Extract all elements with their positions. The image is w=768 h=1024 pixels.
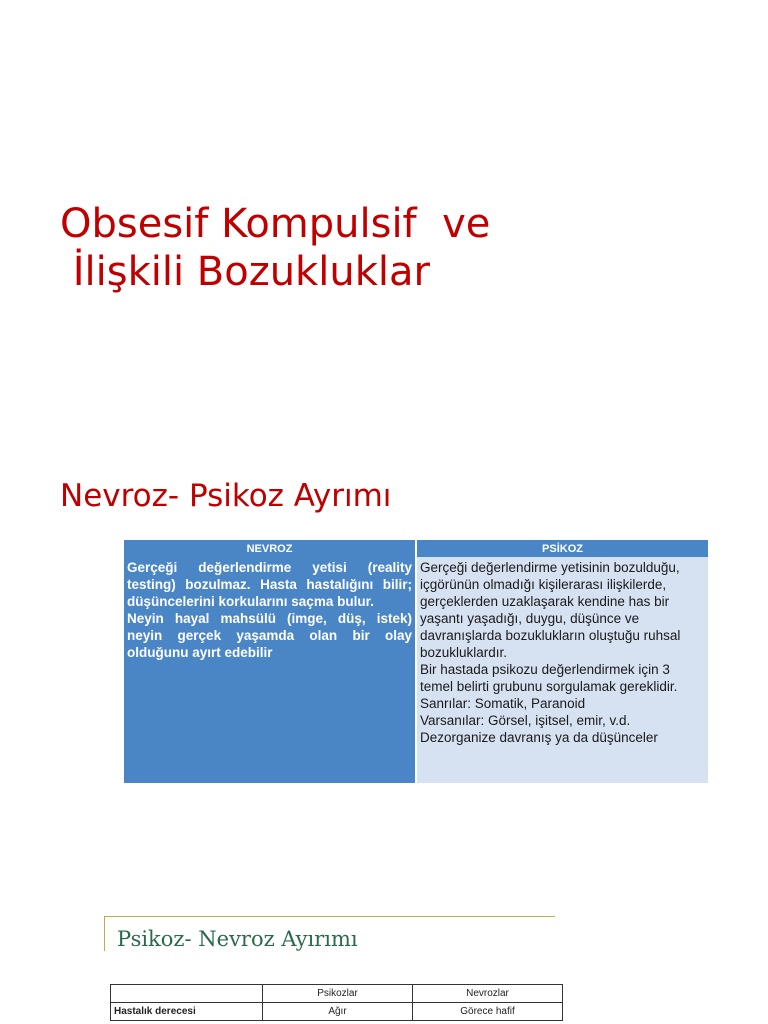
nevroz-cell [124, 557, 416, 783]
nevroz-text: Neyin hayal mahsülü (imge, düş, istek) neyin gerçek yaşamda olan bir olay olduğunu ayırt edebilir [127, 611, 412, 660]
psikoz-text: Sanrılar: Somatik, Paranoid [420, 696, 586, 711]
page-title [60, 200, 700, 296]
psikoz-text: Varsanılar: Görsel, işitsel, emir, v.d. [420, 713, 631, 728]
table-header-cell [111, 985, 263, 1003]
table-cell: Görece hafif [413, 1003, 563, 1021]
table-header-cell: Psikozlar [263, 985, 413, 1003]
title-line-2: İlişkili Bozukluklar [60, 249, 430, 295]
table-cell: Ağır [263, 1003, 413, 1021]
psikoz-text: Bir hastada psikozu değerlendirmek için 3 temel belirti grubunu sorgulamak gereklidir. [420, 662, 678, 694]
psikoz-text: Gerçeği değerlendirme yetisinin bozulduğu, içgörünün olmadığı kişilerarası ilişkilerde, gerçeklerden uzaklaşarak kendine has bir yaşantı yaşadığı, duygu, düşünce ve davranışlarda bozuklukların oluştuğu ruhsal bozukluklardır. [420, 560, 681, 660]
embedded-slide-title: Psikoz- Nevroz Ayırımı [117, 927, 358, 951]
psikoz-cell [416, 557, 708, 783]
table-row [111, 1003, 563, 1021]
table-header-cell: Nevrozlar [413, 985, 563, 1003]
title-line-1: Obsesif Kompulsif ve [60, 201, 491, 247]
header-nevroz: NEVROZ [124, 540, 416, 557]
psikoz-text: Dezorganize davranış ya da düşünceler [420, 730, 658, 745]
table-row-label: Hastalık derecesi [111, 1003, 263, 1021]
header-psikoz: PSİKOZ [416, 540, 708, 557]
table-header-row [111, 985, 563, 1003]
nevroz-text: Gerçeği değerlendirme yetisi (reality testing) bozulmaz. Hasta hastalığını bilir; düşüncelerini korkularını saçma bulur. [127, 560, 412, 609]
section-subtitle: Nevroz- Psikoz Ayrımı [60, 478, 392, 514]
nevroz-psikoz-table [124, 540, 708, 783]
psikoz-nevroz-table [110, 984, 563, 1021]
embedded-slide-frame [104, 916, 555, 951]
